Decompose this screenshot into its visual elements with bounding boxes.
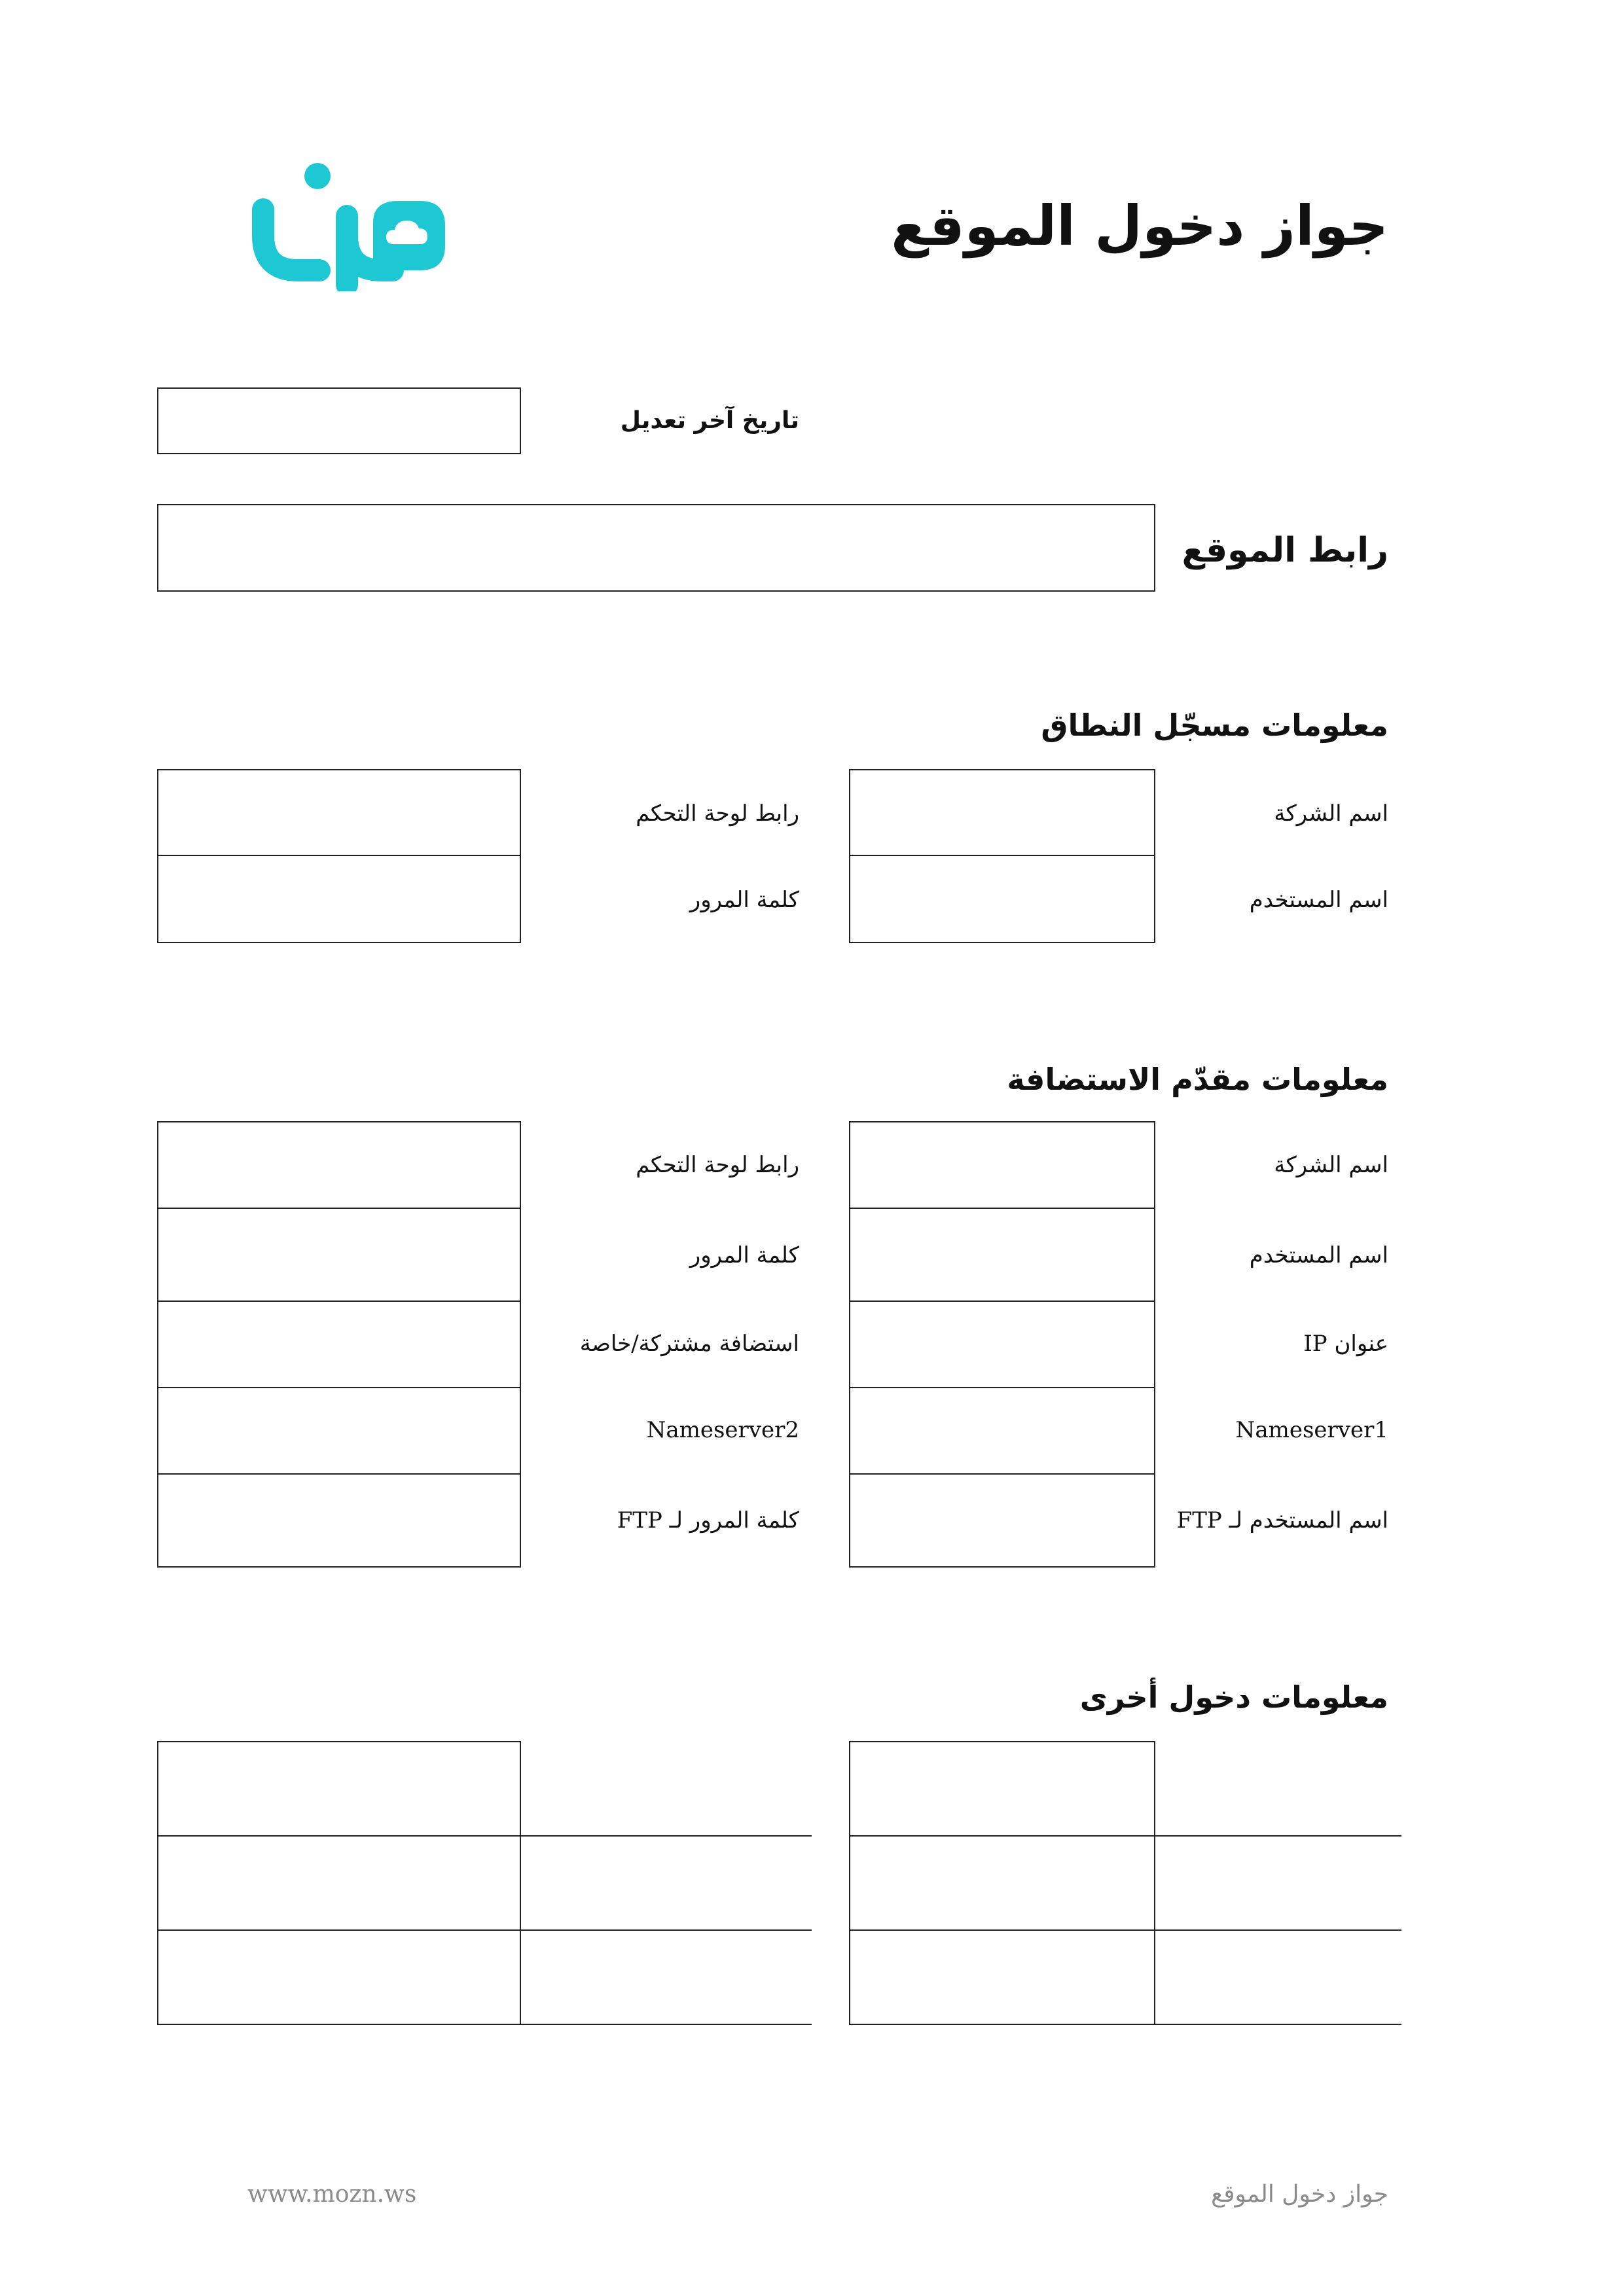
hosting-username-field[interactable] (851, 1210, 1153, 1300)
hosting-ns2-field[interactable] (159, 1389, 519, 1473)
other-heading: معلومات دخول أخرى (1079, 1679, 1388, 1715)
other-left-value-field[interactable] (159, 1837, 519, 1929)
hosting-company-label: اسم الشركة (1274, 1152, 1388, 1178)
registrar-password-field[interactable] (159, 857, 519, 941)
hosting-left-divider (157, 1300, 521, 1302)
hosting-left-divider (157, 1473, 521, 1475)
hosting-right-divider (849, 1473, 1155, 1475)
registrar-username-label: اسم المستخدم (1249, 887, 1388, 913)
hosting-right-divider (849, 1300, 1155, 1302)
registrar-panel-url-label: رابط لوحة التحكم (636, 800, 799, 827)
hosting-ns1-field[interactable] (851, 1389, 1153, 1473)
hosting-panel-url-field[interactable] (159, 1123, 519, 1207)
last-modified-label: تاريخ آخر تعديل (620, 407, 799, 434)
hosting-ftp-username-field[interactable] (851, 1475, 1153, 1566)
hosting-ns2-label: Nameserver2 (646, 1417, 799, 1443)
hosting-right-divider (849, 1387, 1155, 1388)
hosting-ftp-password-field[interactable] (159, 1475, 519, 1566)
other-right-label-field[interactable] (1157, 1742, 1401, 1834)
hosting-left-divider (157, 1208, 521, 1209)
last-modified-field[interactable] (157, 387, 521, 454)
registrar-company-field[interactable] (851, 771, 1153, 854)
hosting-ftp-password-label: كلمة المرور لـ FTP (617, 1507, 799, 1534)
other-left-divider (521, 2024, 812, 2025)
page-title: جواز دخول الموقع (891, 194, 1388, 258)
registrar-username-field[interactable] (851, 857, 1153, 941)
hosting-password-label: كلمة المرور (689, 1242, 799, 1268)
other-right-value-field[interactable] (851, 1931, 1153, 2023)
registrar-left-divider (157, 855, 521, 856)
other-right-divider (1155, 2024, 1401, 2025)
other-left-label-field[interactable] (522, 1931, 812, 2022)
registrar-right-divider (849, 855, 1155, 856)
hosting-type-label: استضافة مشتركة/خاصة (579, 1331, 799, 1357)
registrar-panel-url-field[interactable] (159, 771, 519, 854)
footer-website-link[interactable]: www.mozn.ws (247, 2181, 417, 2208)
hosting-panel-url-label: رابط لوحة التحكم (636, 1152, 799, 1178)
hosting-username-label: اسم المستخدم (1249, 1242, 1388, 1268)
registrar-password-label: كلمة المرور (689, 887, 799, 913)
site-url-field[interactable] (157, 504, 1155, 592)
hosting-ftp-username-label: اسم المستخدم لـ FTP (1176, 1507, 1388, 1534)
hosting-left-divider (157, 1387, 521, 1388)
other-left-value-field[interactable] (159, 1743, 519, 1835)
other-left-value-field[interactable] (159, 1931, 519, 2023)
other-left-label-field[interactable] (522, 1742, 812, 1834)
other-right-label-field[interactable] (1157, 1837, 1401, 1928)
other-right-value-field[interactable] (851, 1837, 1153, 1929)
mozn-logo (249, 160, 458, 291)
footer-title: جواز دخول الموقع (1211, 2181, 1388, 2208)
hosting-ip-label: عنوان IP (1303, 1331, 1388, 1357)
hosting-heading: معلومات مقدّم الاستضافة (1007, 1062, 1388, 1097)
registrar-heading: معلومات مسجّل النطاق (1041, 708, 1388, 743)
other-right-label-field[interactable] (1157, 1931, 1401, 2022)
other-left-label-field[interactable] (522, 1837, 812, 1928)
hosting-ip-field[interactable] (851, 1302, 1153, 1386)
hosting-ns1-label: Nameserver1 (1235, 1417, 1388, 1443)
other-right-value-field[interactable] (851, 1743, 1153, 1835)
site-url-label: رابط الموقع (1182, 531, 1388, 570)
hosting-company-field[interactable] (851, 1123, 1153, 1207)
registrar-company-label: اسم الشركة (1274, 800, 1388, 827)
hosting-password-field[interactable] (159, 1210, 519, 1300)
hosting-type-field[interactable] (159, 1302, 519, 1386)
hosting-right-divider (849, 1208, 1155, 1209)
